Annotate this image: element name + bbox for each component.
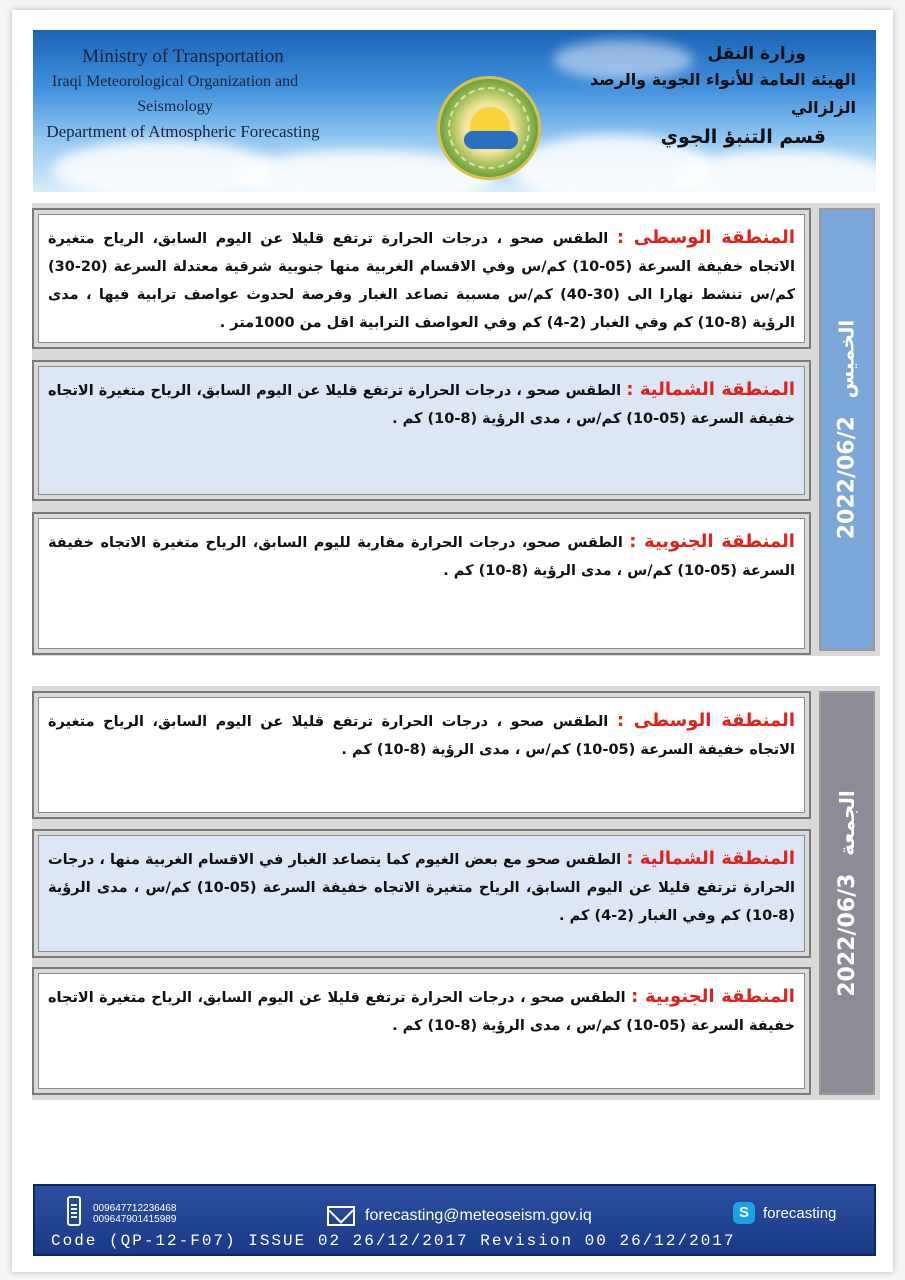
region-title: المنطقة الجنوبية : [631,986,795,1007]
region-panel-south-day1 [32,512,811,655]
header-banner [33,30,876,192]
day-group-1 [32,203,880,656]
region-forecast-text: الطقس صحو ، درجات الحرارة ترتفع قليلا عن اليوم السابق، الرياح متغيرة الاتجاه خفيفة السرعة (05-10) كم/س ، مدى الرؤية (8-10) كم . [48,714,795,758]
document-code-line: Code (QP-12-F07) ISSUE 02 26/12/2017 Revision 00 26/12/2017 [51,1232,736,1250]
region-panel-north-day2 [32,829,811,958]
skype-handle[interactable]: forecasting [763,1205,837,1222]
mail-icon [327,1206,355,1226]
region-panel-central-day1 [32,208,811,349]
header-english [33,44,333,144]
footer-bar [33,1184,876,1256]
phone-number-2: 009647901415989 [93,1214,177,1225]
organization-logo-icon [437,76,541,180]
day-group-2 [32,686,880,1100]
region-title: المنطقة الشمالية : [626,848,795,869]
region-title: المنطقة الشمالية : [626,379,796,400]
region-title: المنطقة الجنوبية : [629,531,795,552]
date-label: 2022/06/2 [834,416,860,540]
region-title: المنطقة الوسطى : [616,710,795,731]
region-forecast-text: الطقس صحو مع بعض الغيوم كما يتصاعد الغبار في الاقسام الغربية منها ، درجات الحرارة ترتفع قليلا عن اليوم السابق، الرياح متغيرة الاتجاه خفيفة السرعة (05-10) كم/س ، مدى الرؤية (8-10) كم وفي الغبار (2-4) كم . [48,852,795,924]
date-label: 2022/06/3 [834,873,860,997]
region-forecast-text: الطقس صحو ، درجات الحرارة ترتفع قليلا عن اليوم السابق، الرياح متغيرة الاتجاه خفيفة السرعة (05-10) كم/س وفي الاقسام الغربية منها جنوبية شرقية معتدلة السرعة (20-30) كم/س تنشط نهارا الى (30-40) كم/س مسببة تصاعد الغبار وفرصة لحدوث عواصف ترابية فيها ، مدى الرؤية (8-10) كم وفي الغبار (2-4) كم وفي العواصف الترابية اقل من 1000متر . [48,231,795,331]
region-panel-south-day2 [32,967,811,1095]
region-panel-central-day2 [32,691,811,819]
date-bar-day1 [819,208,875,651]
phone-numbers [93,1203,176,1225]
organization-name-en: Iraqi Meteorological Organization and Seismology [51,73,299,115]
day-name: الجمعة [834,789,859,856]
organization-name-ar: الهيئة العامة للأنواء الجوية والرصد الزلزالي [590,70,856,117]
ministry-name-en: Ministry of Transportation [82,46,284,67]
region-forecast-text: الطقس صحو ، درجات الحرارة ترتفع قليلا عن اليوم السابق، الرياح متغيرة الاتجاه خفيفة السرعة (05-10) كم/س ، مدى الرؤية (8-10) كم . [48,383,795,427]
skype-icon: S [733,1202,755,1224]
phone-icon [67,1196,81,1226]
date-bar-day2 [819,691,875,1095]
email-link[interactable]: forecasting@meteoseism.gov.iq [365,1207,592,1224]
region-forecast-text: الطقس صحو، درجات الحرارة مقاربة لليوم السابق، الرياح متغيرة الاتجاه خفيفة السرعة (05-10) كم/س ، مدى الرؤية (8-10) كم . [48,535,795,579]
day-name: الخميس [834,319,859,399]
phone-number-1: 009647712236468 [93,1203,177,1214]
department-name-en: Department of Atmospheric Forecasting [46,122,320,141]
region-forecast-text: الطقس صحو ، درجات الحرارة ترتفع قليلا عن اليوم السابق، الرياح متغيرة الاتجاه خفيفة السرعة (05-10) كم/س ، مدى الرؤية (8-10) كم . [48,990,795,1034]
ministry-name-ar: وزارة النقل [707,44,806,64]
department-name-ar: قسم التنبؤ الجوي [660,126,826,148]
region-title: المنطقة الوسطى : [616,227,795,248]
header-arabic [536,42,856,152]
region-panel-north-day1 [32,360,811,501]
